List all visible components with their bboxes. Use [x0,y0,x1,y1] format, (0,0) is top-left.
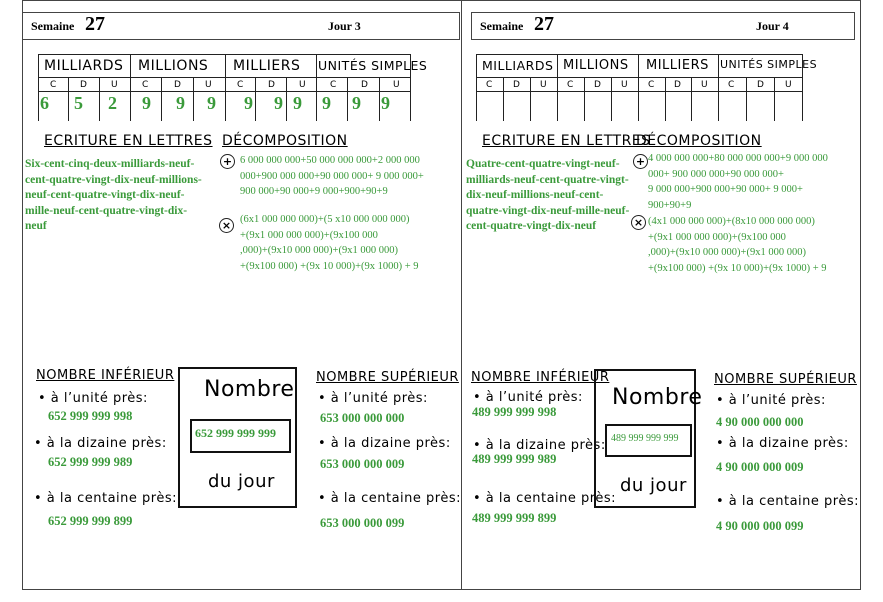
inferieur-title: NOMBRE INFÉRIEUR [471,370,610,385]
cdu-label: U [621,80,629,90]
cdu-label: D [674,80,682,90]
cdu-label: U [111,80,119,90]
class-milliards: MILLIARDS [482,58,554,73]
semaine-label: Semaine [31,19,75,33]
digit: 9 [293,93,302,113]
superieur-title: NOMBRE SUPÉRIEUR [316,370,459,385]
precision-centaine: • à la centaine près: [473,491,617,506]
superieur-dizaine: 4 90 000 000 009 [716,460,804,474]
precision-centaine: • à la centaine près: [318,491,462,506]
digit: 9 [207,93,216,113]
precision-centaine: • à la centaine près: [716,494,860,509]
semaine-label: Semaine [480,19,524,33]
class-millions: MILLIONS [138,58,209,74]
superieur-unite: 653 000 000 000 [320,411,405,425]
superieur-unite: 4 90 000 000 000 [716,415,804,429]
cdu-label: D [174,80,182,90]
digit: 9 [274,93,283,113]
decomp-add: 4 000 000 000+80 000 000 000+9 000 000 000+ 900 000 000+90 000 000+ 9 000 000+900 000+90 000+ 9 000+ 900+90+9 [648,153,828,211]
nombre-label: Nombre [204,377,295,402]
digit: 6 [40,93,49,113]
inferieur-centaine: 652 999 999 899 [48,514,133,528]
inferieur-dizaine: 489 999 999 989 [472,452,557,466]
digit: 9 [176,93,185,113]
digit: 9 [142,93,151,113]
nombre-value-box [190,419,291,453]
inferieur-title: NOMBRE INFÉRIEUR [36,368,175,383]
times-icon: × [219,218,234,233]
ecriture-title: ECRITURE EN LETTRES [482,133,651,149]
left-header [22,12,460,40]
jour-label: Jour 4 [756,19,789,33]
cdu-label: D [361,80,369,90]
cdu-label: U [205,80,213,90]
ecriture-text: Quatre-cent-quatre-vingt-neuf-milliards-neuf-cent-quatre-vingt-dix-neuf-millions-neuf-cent-quatre-vingt-dix-neuf-mille-neuf-cent-quatre-vingt-dix-neuf [466,158,630,232]
semaine-number: 27 [534,13,554,35]
digit: 2 [108,93,117,113]
jour-label: Jour 3 [328,19,361,33]
digit: 9 [322,93,331,113]
class-millions: MILLIONS [563,58,629,73]
cdu-label: C [648,80,655,90]
semaine-number: 27 [85,13,105,35]
decomposition-title: DÉCOMPOSITION [636,133,762,149]
superieur-dizaine: 653 000 000 009 [320,457,405,471]
du-jour-label: du jour [620,475,687,496]
inferieur-centaine: 489 999 999 899 [472,511,557,525]
precision-unite: • à l’unité près: [318,391,428,406]
superieur-title: NOMBRE SUPÉRIEUR [714,372,857,387]
cdu-label: C [567,80,574,90]
digit: 9 [352,93,361,113]
cdu-label: D [80,80,88,90]
cdu-label: C [50,80,57,90]
digit: 9 [381,93,390,113]
precision-unite: • à l’unité près: [473,390,583,405]
ecriture-text: Six-cent-cinq-deux-milliards-neuf-cent-quatre-vingt-dix-neuf-millions-neuf-cent-quatre-vingt-dix-neuf-mille-neuf-cent-quatre-vingt-dix-neuf [25,158,202,232]
cdu-label: C [237,80,244,90]
right-header [471,12,855,40]
cdu-label: U [540,80,548,90]
class-milliards: MILLIARDS [44,58,124,74]
class-unites-simples: UNITÉS SIMPLES [720,58,818,71]
cdu-label: C [486,80,493,90]
digit: 5 [74,93,83,113]
class-unites-simples: UNITÉS SIMPLES [318,58,428,73]
inferieur-unite: 652 999 999 998 [48,409,133,423]
cdu-label: U [299,80,307,90]
cdu-label: U [785,80,793,90]
cdu-label: D [757,80,765,90]
cdu-label: C [330,80,337,90]
nombre-label: Nombre [612,385,703,410]
cdu-label: C [142,80,149,90]
ecriture-title: ECRITURE EN LETTRES [44,133,213,149]
decomp-add: 6 000 000 000+50 000 000 000+2 000 000 000+900 000 000+90 000 000+ 9 000 000+ 900 000+90 000+9 000+900+90+9 [240,155,424,197]
cdu-label: U [393,80,401,90]
precision-unite: • à l’unité près: [716,393,826,408]
cdu-label: C [728,80,735,90]
precision-unite: • à l’unité près: [38,391,148,406]
decomp-mult: (6x1 000 000 000)+(5 x10 000 000 000) +(9x1 000 000 000)+(9x100 000 ,000)+(9x10 000 000)+(9x1 000 000) +(9x100 000) +(9x 10 000)+(9x 1000) + 9 [240,214,419,272]
du-jour-label: du jour [208,471,275,492]
inferieur-dizaine: 652 999 999 989 [48,455,133,469]
precision-dizaine: • à la dizaine près: [318,436,451,451]
superieur-centaine: 653 000 000 099 [320,516,405,530]
precision-dizaine: • à la dizaine près: [473,438,606,453]
class-milliers: MILLIERS [646,58,709,73]
cdu-label: D [594,80,602,90]
plus-icon: + [220,154,235,169]
superieur-centaine: 4 90 000 000 099 [716,519,804,533]
precision-dizaine: • à la dizaine près: [716,436,849,451]
precision-dizaine: • à la dizaine près: [34,436,167,451]
precision-centaine: • à la centaine près: [34,491,178,506]
nombre-value-box [605,424,692,457]
inferieur-unite: 489 999 999 998 [472,405,557,419]
digit: 9 [244,93,253,113]
cdu-label: D [513,80,521,90]
decomp-mult: (4x1 000 000 000)+(8x10 000 000 000) +(9x1 000 000 000)+(9x100 000 ,000)+(9x10 000 000)+(9x1 000 000) +(9x100 000) +(9x 10 000)+(9x 1000) + 9 [648,216,827,274]
times-icon: × [631,215,646,230]
nombre-value: 652 999 999 999 [195,426,276,440]
nombre-value: 489 999 999 999 [611,433,679,444]
class-milliers: MILLIERS [233,58,301,74]
cdu-label: D [268,80,276,90]
cdu-label: U [701,80,709,90]
decomposition-title: DÉCOMPOSITION [222,133,348,149]
plus-icon: + [633,154,648,169]
